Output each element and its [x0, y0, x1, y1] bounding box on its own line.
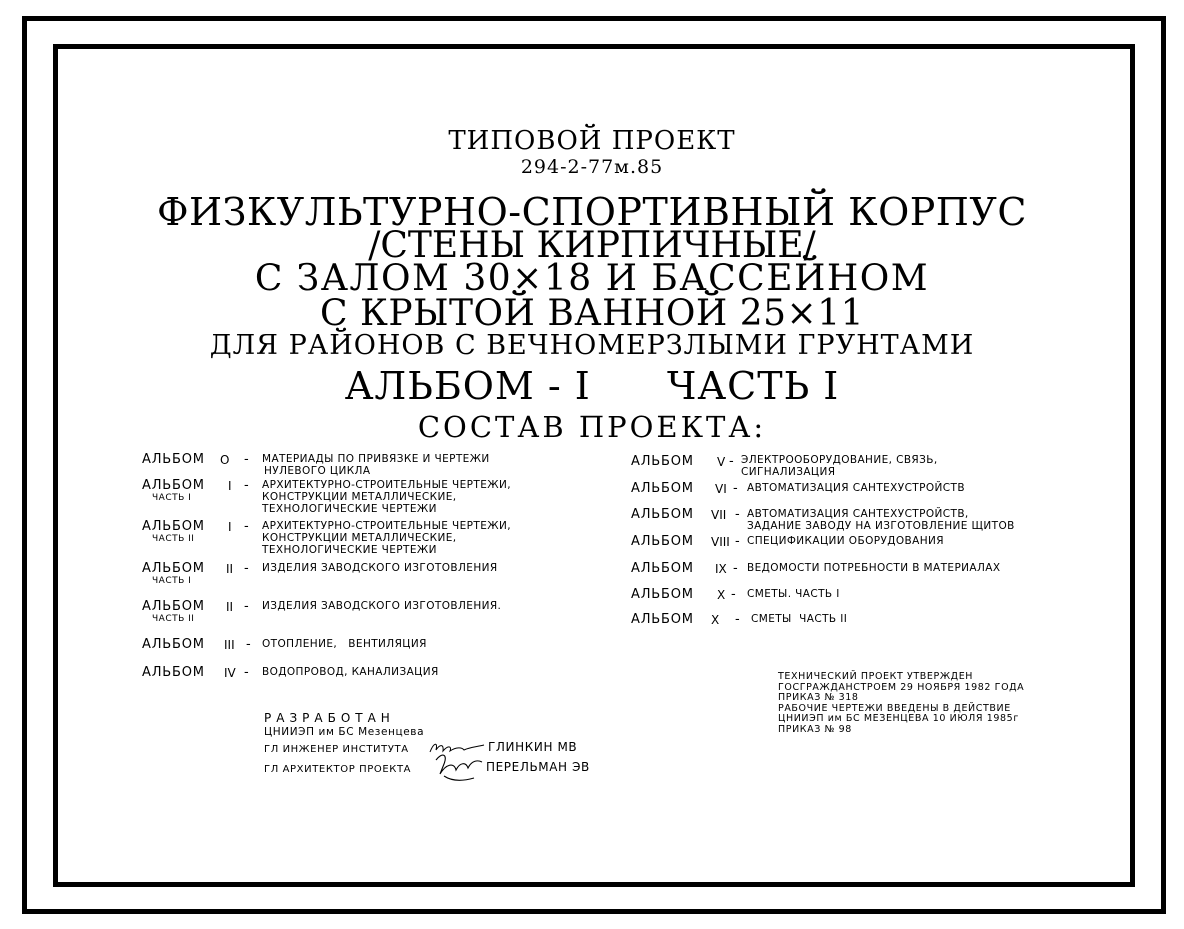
album-number: V: [717, 455, 726, 469]
album-description: СМЕТЫ ЧАСТЬ II: [751, 613, 848, 625]
dash: -: [733, 481, 738, 496]
album-number: VII: [711, 508, 727, 522]
title-line-4: С КРЫТОЙ ВАННОЙ 25×11: [320, 293, 864, 334]
album-description: СПЕЦИФИКАЦИИ ОБОРУДОВАНИЯ: [747, 535, 944, 547]
album-number: IV: [224, 666, 236, 680]
dash: -: [244, 478, 249, 493]
dash: -: [735, 612, 740, 627]
dash: -: [244, 519, 249, 534]
album-number: II: [226, 600, 234, 614]
dash: -: [735, 534, 740, 549]
album-label: АЛЬБОМ: [142, 561, 205, 576]
album-description: СМЕТЫ. ЧАСТЬ I: [747, 588, 840, 600]
part-label: ЧАСТЬ I: [667, 364, 840, 408]
developed-org: ЦНИИЭП им БС Мезенцева: [264, 726, 425, 738]
title-line-5: ДЛЯ РАЙОНОВ С ВЕЧНОМЕРЗЛЫМИ ГРУНТАМИ: [209, 330, 975, 361]
album-description: ЭЛЕКТРООБОРУДОВАНИЕ, СВЯЗЬ, СИГНАЛИЗАЦИЯ: [741, 454, 938, 478]
album-label: АЛЬБОМ: [631, 481, 694, 496]
album-description: МАТЕРИАДЫ ПО ПРИВЯЗКЕ И ЧЕРТЕЖИ НУЛЕВОГО ЦИКЛА: [262, 453, 490, 477]
title-line-1: ФИЗКУЛЬТУРНО-СПОРТИВНЫЙ КОРПУС: [157, 190, 1027, 234]
dash: -: [244, 561, 249, 576]
approval-note: ТЕХНИЧЕСКИЙ ПРОЕКТ УТВЕРЖДЕН ГОСГРАЖДАНСТРОЕМ 29 НОЯБРЯ 1982 ГОДА ПРИКАЗ № 318 РАБОЧИЕ ЧЕРТЕЖИ ВВЕДЕНЫ В ДЕЙСТВИЕ ЦНИИЭП им БС МЕЗЕНЦЕВА 10 ИЮЛЯ 1985г ПРИКАЗ № 98: [778, 671, 1025, 735]
dash: -: [735, 507, 740, 522]
album-part: ЧАСТЬ I: [152, 576, 192, 586]
dash: -: [733, 561, 738, 576]
chief-architect-name: ПЕРЕЛЬМАН ЭВ: [486, 760, 590, 774]
album-label: АЛЬБОМ: [631, 534, 694, 549]
album-label: АЛЬБОМ: [631, 507, 694, 522]
album-description: ОТОПЛЕНИЕ, ВЕНТИЛЯЦИЯ: [262, 638, 427, 650]
project-number: 294-2-77м.85: [520, 156, 664, 178]
album-number: X: [711, 613, 720, 627]
album-number: X: [717, 588, 726, 602]
developed-title: РАЗРАБОТАН: [264, 711, 395, 725]
album-number: II: [226, 562, 234, 576]
album-label: АЛЬБОМ: [142, 452, 205, 467]
dash: -: [244, 599, 249, 614]
album-description: АВТОМАТИЗАЦИЯ САНТЕХУСТРОЙСТВ, ЗАДАНИЕ ЗАВОДУ НА ИЗГОТОВЛЕНИЕ ЩИТОВ: [747, 508, 1015, 532]
album-description: ИЗДЕЛИЯ ЗАВОДСКОГО ИЗГОТОВЛЕНИЯ.: [262, 600, 502, 612]
album-label: АЛЬБОМ: [631, 587, 694, 602]
project-type: ТИПОВОЙ ПРОЕКТ: [448, 126, 736, 156]
album-label: АЛЬБОМ: [631, 454, 694, 469]
album-part: ЧАСТЬ II: [152, 614, 195, 624]
chief-architect-role: ГЛ АРХИТЕКТОР ПРОЕКТА: [264, 764, 412, 775]
album-description: АРХИТЕКТУРНО-СТРОИТЕЛЬНЫЕ ЧЕРТЕЖИ, КОНСТРУКЦИИ МЕТАЛЛИЧЕСКИЕ, ТЕХНОЛОГИЧЕСКИЕ ЧЕРТЕЖИ: [262, 520, 511, 556]
title-line-2: /СТЕНЫ КИРПИЧНЫЕ/: [368, 225, 816, 266]
dash: -: [731, 587, 736, 602]
album-label: АЛЬБОМ: [142, 665, 205, 680]
album-number: VIII: [711, 535, 730, 549]
album-label: АЛЬБОМ: [142, 599, 205, 614]
album-number: I: [228, 520, 232, 534]
dash: -: [729, 454, 734, 469]
album-description: ВЕДОМОСТИ ПОТРЕБНОСТИ В МАТЕРИАЛАХ: [747, 562, 1001, 574]
album-number: IX: [715, 562, 727, 576]
album-label: АЛЬБОМ: [142, 637, 205, 652]
album-label: АЛЬБОМ: [631, 612, 694, 627]
album-number: VI: [715, 482, 727, 496]
dash: -: [246, 637, 251, 652]
chief-engineer-role: ГЛ ИНЖЕНЕР ИНСТИТУТА: [264, 744, 409, 755]
album-heading: [0, 364, 1184, 408]
album-description: АВТОМАТИЗАЦИЯ САНТЕХУСТРОЙСТВ: [747, 482, 965, 494]
album-part: ЧАСТЬ II: [152, 534, 195, 544]
album-part: ЧАСТЬ I: [152, 493, 192, 503]
album-label: АЛЬБОМ: [142, 519, 205, 534]
album-label: АЛЬБОМ - I: [344, 364, 591, 408]
chief-engineer-name: ГЛИНКИН МВ: [488, 740, 578, 754]
album-description: ИЗДЕЛИЯ ЗАВОДСКОГО ИЗГОТОВЛЕНИЯ: [262, 562, 498, 574]
dash: -: [244, 665, 249, 680]
album-description: АРХИТЕКТУРНО-СТРОИТЕЛЬНЫЕ ЧЕРТЕЖИ, КОНСТРУКЦИИ МЕТАЛЛИЧЕСКИЕ, ТЕХНОЛОГИЧЕСКИЕ ЧЕРТЕЖИ: [262, 479, 511, 515]
album-number: III: [224, 638, 235, 652]
dash: -: [244, 452, 249, 467]
album-description: ВОДОПРОВОД, КАНАЛИЗАЦИЯ: [262, 666, 439, 678]
composition-heading: СОСТАВ ПРОЕКТА:: [417, 410, 767, 444]
album-number: О: [220, 453, 230, 467]
album-number: I: [228, 479, 232, 493]
title-line-3: С ЗАЛОМ 30×18 И БАССЕЙНОМ: [254, 258, 930, 299]
album-label: АЛЬБОМ: [631, 561, 694, 576]
architect-signature: [430, 750, 484, 786]
album-label: АЛЬБОМ: [142, 478, 205, 493]
